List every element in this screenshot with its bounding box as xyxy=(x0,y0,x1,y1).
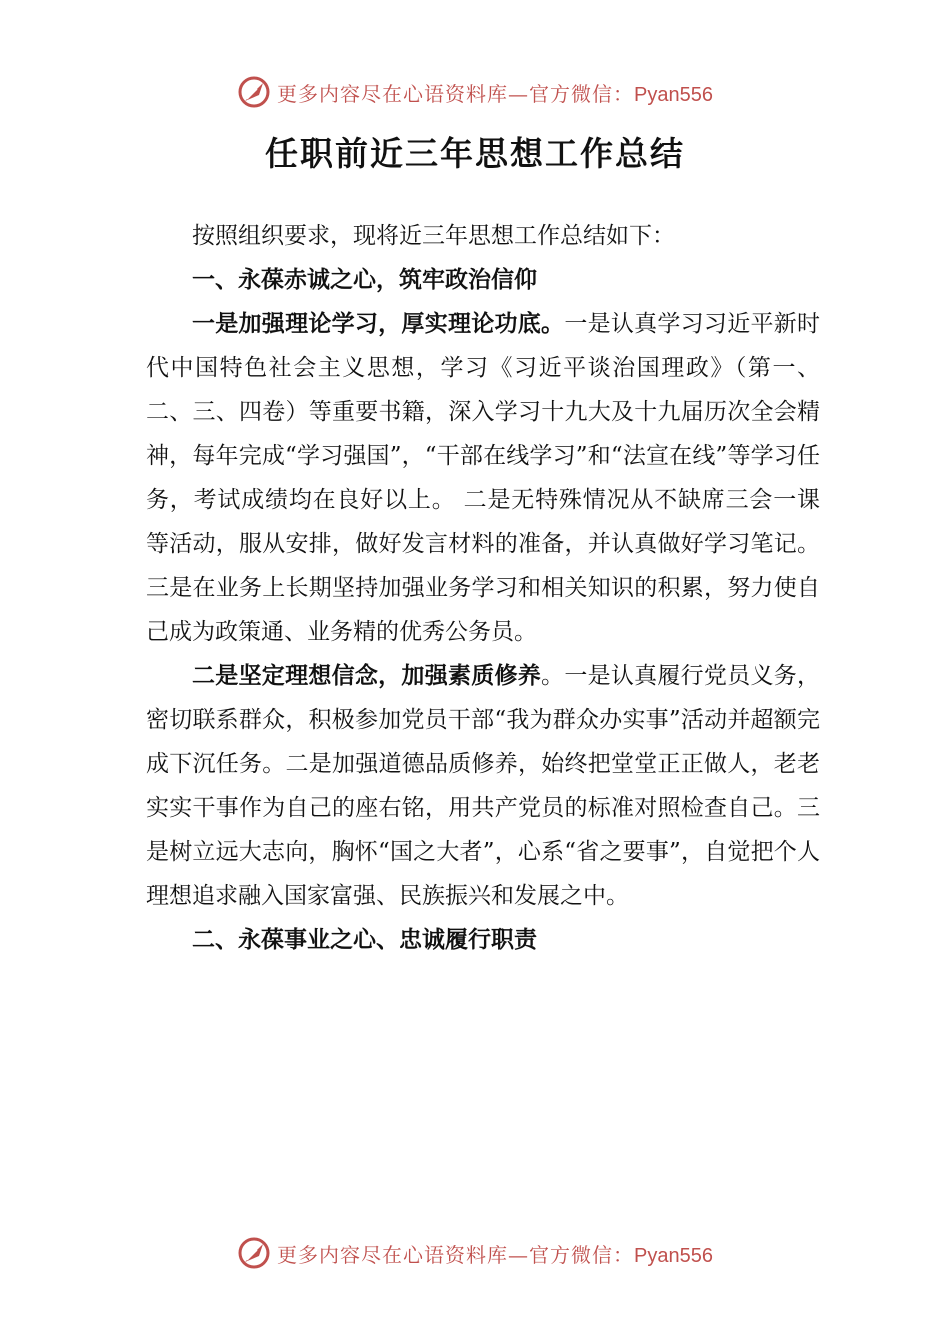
quill-logo-icon xyxy=(237,1236,271,1270)
quill-logo-icon xyxy=(237,75,271,109)
paragraph-body: 。一是认真履行党员义务，密切联系群众，积极参加党员干部“我为群众办实事”活动并超额完成下沉任务。二是加强道德品质修养，始终把堂堂正正做人，老老实实干事作为自己的座右铭，用共产党员的标准对照检查自己。三是树立远大志向，胸怀“国之大者”，心系“省之要事”，自觉把个人理想追求融入国家富强、民族振兴和发展之中。 xyxy=(146,663,821,909)
section-2-heading: 二、永葆事业之心、忠诚履行职责 xyxy=(192,927,537,953)
watermark-text: 更多内容尽在心语资料库—官方微信：Pyan556 xyxy=(277,81,713,106)
header-watermark xyxy=(0,72,950,112)
intro-paragraph: 按照组织要求，现将近三年思想工作总结如下： xyxy=(192,223,675,249)
section-1-paragraph-1 xyxy=(146,302,820,654)
document-body xyxy=(146,214,820,962)
document-title: 任职前近三年思想工作总结 xyxy=(265,134,685,173)
section-1-paragraph-2 xyxy=(146,654,820,918)
paragraph-lead: 一是加强理论学习，厚实理论功底。 xyxy=(192,311,565,337)
paragraph-body: 一是认真学习习近平新时代中国特色社会主义思想，学习《习近平谈治国理政》（第一、二、三、四卷）等重要书籍，深入学习十九大及十九届历次全会精神，每年完成“学习强国”，“干部在线学习”和“法宣在线”等学习任务，考试成绩均在良好以上。 二是无特殊情况从不缺席三会一课等活动，服从安排，做好发言材料的准备，并认真做好学习笔记。三是在业务上长期坚持加强业务学习和相关知识的积累，努力使自己成为政策通、业务精的优秀公务员。 xyxy=(146,311,821,645)
footer-watermark xyxy=(0,1233,950,1273)
section-1-heading: 一、永葆赤诚之心，筑牢政治信仰 xyxy=(192,267,537,293)
watermark-text: 更多内容尽在心语资料库—官方微信：Pyan556 xyxy=(277,1242,713,1267)
paragraph-lead: 二是坚定理想信念，加强素质修养 xyxy=(192,663,542,689)
